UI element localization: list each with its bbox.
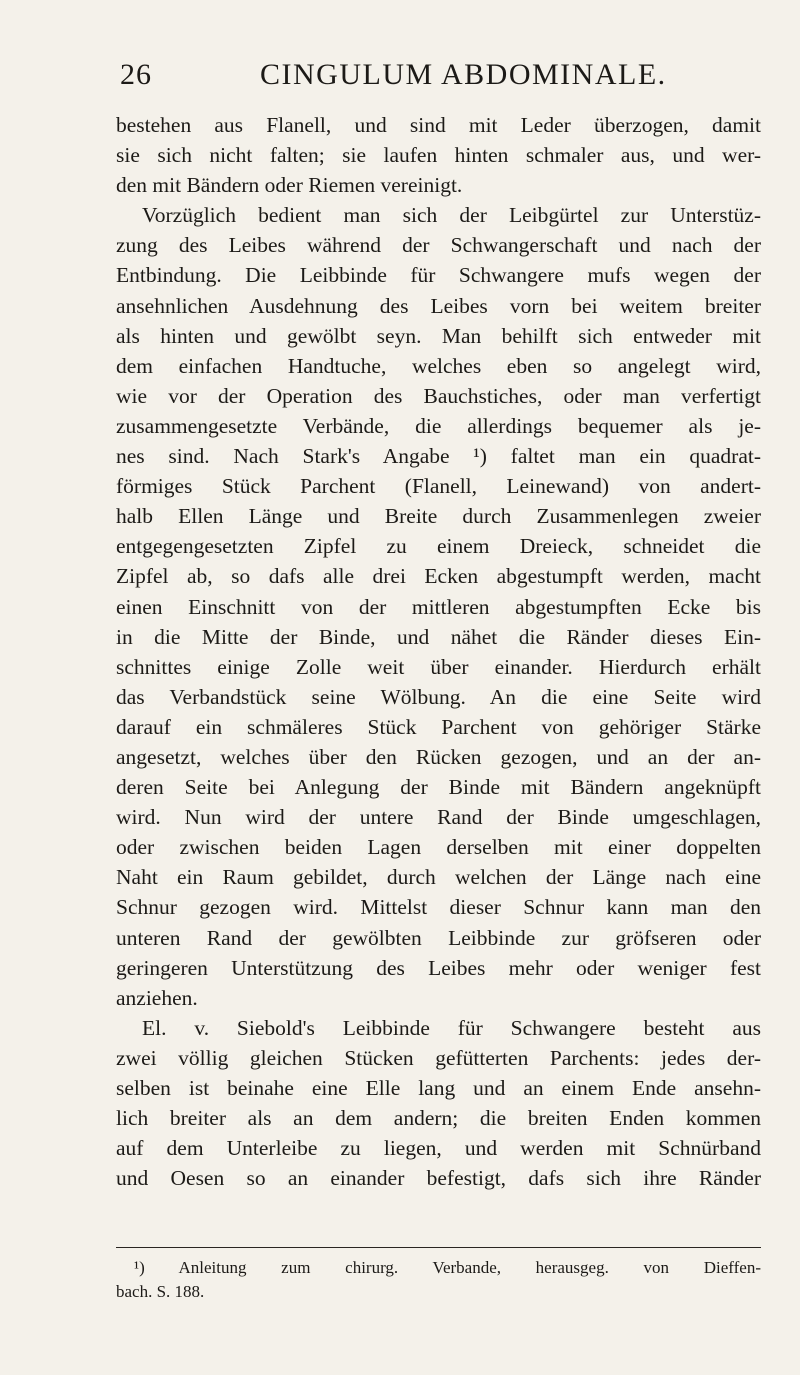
text-line: deren Seite bei Anlegung der Binde mit Bändern angeknüpft <box>116 775 761 800</box>
text-line: in die Mitte der Binde, und nähet die Ränder dieses Ein- <box>116 624 761 649</box>
text-line: bestehen aus Flanell, und sind mit Leder überzogen, damit <box>116 113 761 137</box>
text-line: anziehen. <box>116 985 198 1010</box>
page-header <box>120 58 760 98</box>
text-line: unteren Rand der gewölbten Leibbinde zur gröfseren oder <box>116 925 761 950</box>
text-line: selben ist beinahe eine Elle lang und an einem Ende ansehn- <box>116 1076 761 1100</box>
text-line: Entbindung. Die Leibbinde für Schwangere mufs wegen der <box>116 263 761 288</box>
text-line: zwei völlig gleichen Stücken gefütterten Parchents: jedes der- <box>116 1045 761 1070</box>
text-line: schnittes einige Zolle weit über einander. Hierdurch erhält <box>116 654 761 679</box>
text-line: und Oesen so an einander befestigt, dafs sich ihre Ränder <box>116 1166 761 1191</box>
text-line: darauf ein schmäleres Stück Parchent von gehöriger Stärke <box>116 714 761 739</box>
body-text <box>116 110 761 1193</box>
text-line: ansehnlichen Ausdehnung des Leibes vorn bei weitem breiter <box>116 293 761 318</box>
text-line: Naht ein Raum gebildet, durch welchen der Länge nach eine <box>116 865 761 890</box>
text-line: sie sich nicht falten; sie laufen hinten schmaler aus, und wer- <box>116 143 761 168</box>
page-number: 26 <box>120 58 152 91</box>
text-line: El. v. Siebold's Leibbinde für Schwangere besteht aus <box>142 1015 761 1040</box>
text-line: zusammengesetzte Verbände, die allerdings bequemer als je- <box>116 413 761 438</box>
text-line: oder zwischen beiden Lagen derselben mit einer doppelten <box>116 835 761 860</box>
text-line: zung des Leibes während der Schwangerschaft und nach der <box>116 233 761 258</box>
text-line: auf dem Unterleibe zu liegen, und werden mit Schnürband <box>116 1136 761 1161</box>
text-line: das Verbandstück seine Wölbung. An die eine Seite wird <box>116 684 761 709</box>
text-line: Vorzüglich bedient man sich der Leibgürtel zur Unterstüz- <box>142 203 761 228</box>
text-line: geringeren Unterstützung des Leibes mehr oder weniger fest <box>116 955 761 980</box>
footnote-divider <box>116 1247 761 1248</box>
text-line: entgegengesetzten Zipfel zu einem Dreieck, schneidet die <box>116 534 761 559</box>
text-line: wird. Nun wird der untere Rand der Binde umgeschlagen, <box>116 805 761 830</box>
text-line: angesetzt, welches über den Rücken gezogen, und an der an- <box>116 744 761 769</box>
text-line: halb Ellen Länge und Breite durch Zusammenlegen zweier <box>116 504 761 529</box>
text-line: nes sind. Nach Stark's Angabe ¹) faltet man ein quadrat- <box>116 444 761 469</box>
footnote <box>116 1256 761 1304</box>
footnote-line: ¹) Anleitung zum chirurg. Verbande, herausgeg. von Dieffen- <box>134 1258 761 1277</box>
text-line: Zipfel ab, so dafs alle drei Ecken abgestumpft werden, macht <box>116 564 761 589</box>
text-line: wie vor der Operation des Bauchstiches, oder man verfertigt <box>116 383 761 408</box>
text-line: einen Einschnitt von der mittleren abgestumpften Ecke bis <box>116 594 761 619</box>
text-line: lich breiter als an dem andern; die breiten Enden kommen <box>116 1106 761 1131</box>
text-line: Schnur gezogen wird. Mittelst dieser Schnur kann man den <box>116 895 761 920</box>
text-line: dem einfachen Handtuche, welches eben so angelegt wird, <box>116 353 761 378</box>
text-line: den mit Bändern oder Riemen vereinigt. <box>116 173 463 198</box>
text-line: als hinten und gewölbt seyn. Man behilft sich entweder mit <box>116 323 761 348</box>
text-line: förmiges Stück Parchent (Flanell, Leinewand) von andert- <box>116 474 761 499</box>
footnote-line: bach. S. 188. <box>116 1282 205 1301</box>
running-head: CINGULUM ABDOMINALE. <box>260 58 667 91</box>
